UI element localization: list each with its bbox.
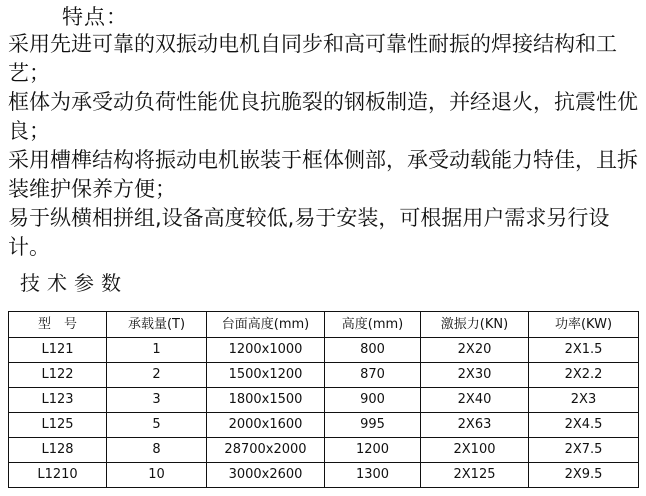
feature-item-3: 采用槽榫结构将振动电机嵌装于框体侧部，承受动载能力特佳，且拆装维护保养方便；	[8, 148, 638, 201]
cell-power: 2X4.5	[529, 413, 639, 438]
features-list	[8, 30, 640, 262]
cell-load: 1	[107, 338, 207, 363]
cell-force: 2X125	[421, 463, 529, 488]
header-load-capacity: 承载量(T)	[107, 312, 207, 338]
cell-height: 870	[325, 363, 421, 388]
cell-table-size: 1200x1000	[207, 338, 325, 363]
cell-model: L128	[9, 438, 107, 463]
header-model: 型 号	[9, 312, 107, 338]
cell-model: L122	[9, 363, 107, 388]
cell-model: L1210	[9, 463, 107, 488]
cell-load: 5	[107, 413, 207, 438]
cell-height: 1200	[325, 438, 421, 463]
cell-load: 2	[107, 363, 207, 388]
specs-table	[8, 311, 639, 488]
header-table-size: 台面高度(mm)	[207, 312, 325, 338]
cell-height: 995	[325, 413, 421, 438]
feature-item-2: 框体为承受动负荷性能优良抗脆裂的钢板制造，并经退火，抗震性优良；	[8, 90, 638, 143]
table-row	[9, 438, 639, 463]
cell-height: 900	[325, 388, 421, 413]
table-row	[9, 338, 639, 363]
cell-power: 2X7.5	[529, 438, 639, 463]
table-header-row	[9, 312, 639, 338]
cell-force: 2X100	[421, 438, 529, 463]
cell-model: L123	[9, 388, 107, 413]
cell-height: 800	[325, 338, 421, 363]
cell-table-size: 1800x1500	[207, 388, 325, 413]
cell-force: 2X30	[421, 363, 529, 388]
cell-load: 3	[107, 388, 207, 413]
feature-item-1: 采用先进可靠的双振动电机自同步和高可靠性耐振的焊接结构和工艺；	[8, 32, 617, 85]
header-excitation-force: 激振力(KN)	[421, 312, 529, 338]
table-row	[9, 413, 639, 438]
header-power: 功率(KW)	[529, 312, 639, 338]
table-row	[9, 388, 639, 413]
cell-power: 2X2.2	[529, 363, 639, 388]
specs-heading: 技术参数	[20, 271, 128, 295]
cell-table-size: 28700x2000	[207, 438, 325, 463]
cell-model: L125	[9, 413, 107, 438]
table-row	[9, 463, 639, 488]
cell-force: 2X20	[421, 338, 529, 363]
feature-item-4: 易于纵横相拼组,设备高度较低,易于安装，可根据用户需求另行设计。	[8, 206, 610, 259]
cell-load: 10	[107, 463, 207, 488]
cell-table-size: 3000x2600	[207, 463, 325, 488]
cell-force: 2X63	[421, 413, 529, 438]
cell-table-size: 1500x1200	[207, 363, 325, 388]
features-heading: 特点：	[62, 5, 128, 29]
cell-power: 2X1.5	[529, 338, 639, 363]
table-row	[9, 363, 639, 388]
header-height: 高度(mm)	[325, 312, 421, 338]
cell-power: 2X9.5	[529, 463, 639, 488]
cell-table-size: 2000x1600	[207, 413, 325, 438]
cell-force: 2X40	[421, 388, 529, 413]
cell-model: L121	[9, 338, 107, 363]
cell-power: 2X3	[529, 388, 639, 413]
cell-height: 1300	[325, 463, 421, 488]
cell-load: 8	[107, 438, 207, 463]
